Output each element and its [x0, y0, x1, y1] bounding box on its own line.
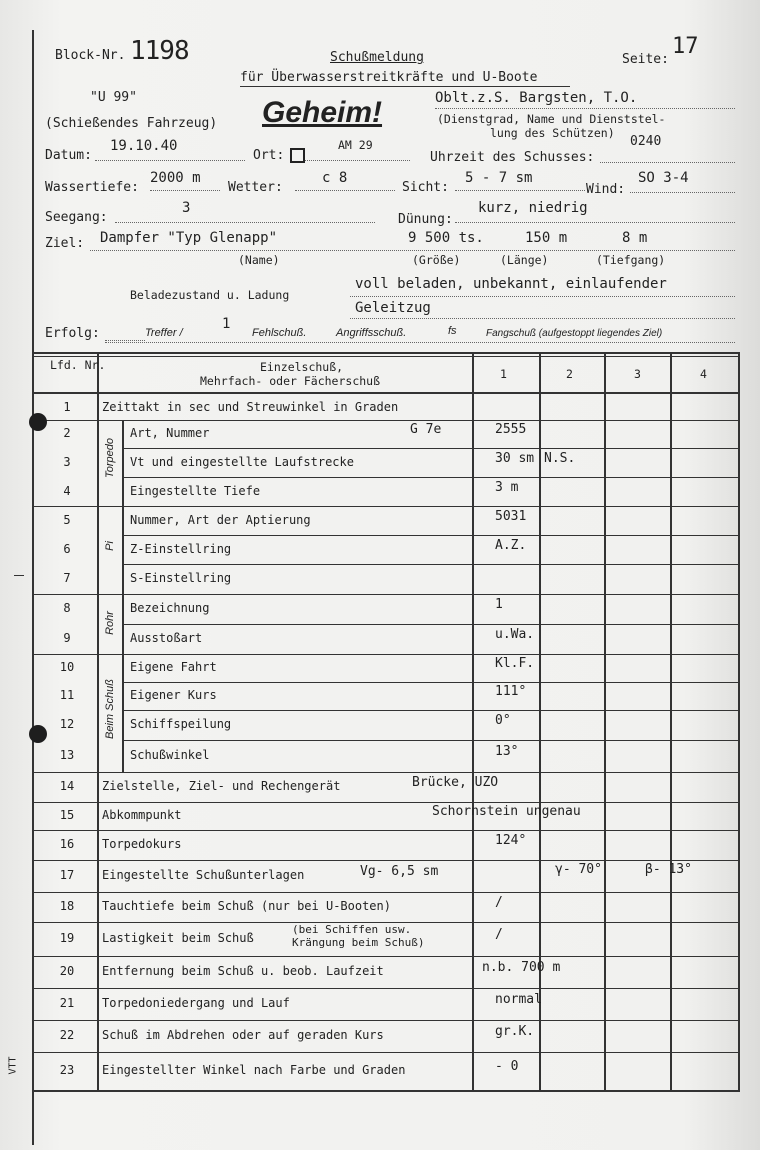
officer-caption-1: (Dienstgrad, Name und Dienststel- [437, 112, 666, 126]
margin-note: VTT [7, 1056, 19, 1075]
cell-shot-1: 2555 [495, 422, 527, 437]
col-shot-4: 4 [700, 367, 707, 381]
ort-label: Ort: [253, 148, 285, 163]
row-number: 14 [59, 779, 75, 793]
row-number: 22 [59, 1028, 75, 1042]
cell-shot-1: 13° [495, 744, 519, 759]
form-subtitle: für Überwasserstreitkräfte und U-Boote [240, 70, 538, 85]
row-label: Eingestellter Winkel nach Farbe und Graden [102, 1063, 406, 1077]
seite-label: Seite: [622, 52, 669, 67]
ziel-tiefgang: 8 m [622, 230, 648, 246]
erfolg-fangschuss: Fangschuß (aufgestoppt liegendes Ziel) [486, 328, 663, 339]
group-rohr: Rohr [104, 611, 116, 635]
row-number: 11 [59, 688, 75, 702]
row-number: 21 [59, 996, 75, 1010]
row-divider [32, 860, 740, 861]
row-entry-extra: Schornstein ungenau [432, 804, 581, 819]
seite-value: 17 [672, 34, 699, 59]
sicht-label: Sicht: [402, 180, 449, 195]
ziel-label: Ziel: [45, 236, 85, 251]
table-bottom-border [32, 1090, 740, 1092]
cell-shot-1: / [495, 895, 503, 910]
row-number: 5 [63, 513, 71, 527]
sicht-value: 5 - 7 sm [465, 170, 533, 186]
row-label: Eingestellte Schußunterlagen [102, 868, 305, 882]
row-number: 17 [59, 868, 75, 882]
ort-checkbox [290, 148, 305, 163]
caption-name: (Name) [238, 253, 280, 267]
geheim-stamp: Geheim! [262, 96, 383, 129]
row-number: 19 [59, 931, 75, 945]
row-label: Entfernung beim Schuß u. beob. Laufzeit [102, 964, 384, 978]
row-label: Ausstoßart [130, 631, 203, 645]
col-shot-3: 3 [634, 367, 641, 381]
erfolg-label: Erfolg: [45, 326, 100, 341]
punch-hole-bottom [29, 725, 47, 743]
row-number: 8 [63, 601, 71, 615]
row-number: 1 [63, 400, 71, 414]
row-divider [122, 448, 740, 449]
row-label: Abkommpunkt [102, 808, 182, 822]
erfolg-treffer: Treffer / [145, 327, 183, 339]
cell-shot-1: / [495, 927, 503, 942]
uhrzeit-value: 0240 [630, 134, 662, 149]
cell-shot-1: A.Z. [495, 538, 527, 553]
block-nr-label: Block-Nr. [55, 48, 126, 63]
block-nr-value: 1198 [130, 36, 189, 66]
row-label-note-2: Krängung beim Schuß) [292, 936, 425, 949]
row-label-note-1: (bei Schiffen usw. [292, 923, 412, 936]
row-number: 7 [63, 571, 71, 585]
form-title: Schußmeldung [330, 50, 424, 65]
row-entry-extra: Brücke, UZO [412, 775, 499, 790]
row-label: Art, Nummer [130, 426, 210, 440]
row-label: Vt und eingestellte Laufstrecke [130, 455, 354, 469]
caption-tiefgang: (Tiefgang) [596, 253, 666, 267]
wassertiefe-label: Wassertiefe: [45, 180, 139, 195]
cell-shot-1: 3 m [495, 480, 519, 495]
duenung-label: Dünung: [398, 212, 453, 227]
row-label: Schußwinkel [130, 748, 210, 762]
cell-shot-1: 5031 [495, 509, 527, 524]
row-label: Torpedoniedergang und Lauf [102, 996, 290, 1010]
group-beim-schuss: Beim Schuß [104, 679, 116, 739]
ort-value: AM 29 [338, 138, 373, 152]
cell-shot-1: 30 sm [495, 451, 535, 466]
row-divider [32, 988, 740, 989]
row-number: 9 [63, 631, 71, 645]
row-number: 6 [63, 542, 71, 556]
ziel-name: Dampfer "Typ Glenapp" [100, 230, 278, 246]
row-divider [32, 772, 740, 773]
cell-shot-1: Kl.F. [495, 656, 535, 671]
seegang-value: 3 [182, 200, 191, 216]
row-divider [32, 802, 740, 803]
datum-value: 19.10.40 [110, 138, 178, 154]
beladezustand-value: voll beladen, unbekannt, einlaufender [355, 276, 667, 292]
row-label: Schiffspeilung [130, 717, 232, 731]
row-label: Zeittakt in sec und Streuwinkel in Graden [102, 400, 399, 414]
row-divider [32, 830, 740, 831]
row-divider [32, 892, 740, 893]
cell-shot-1: 124° [495, 833, 527, 848]
row-label: Nummer, Art der Aptierung [130, 513, 311, 527]
row-number: 16 [59, 837, 75, 851]
row-label: Eigene Fahrt [130, 660, 217, 674]
caption-laenge: (Länge) [500, 253, 549, 267]
left-margin-line [32, 30, 34, 1145]
caption-groesse: (Größe) [412, 253, 461, 267]
row-label: Lastigkeit beim Schuß [102, 931, 254, 945]
boat-caption: (Schießendes Fahrzeug) [45, 116, 218, 131]
row-entry-extra-3: β- 13° [645, 862, 692, 877]
col-lfd-header: Lfd. Nr. [50, 358, 106, 372]
group-pi: Pi [104, 541, 116, 551]
row-label: Bezeichnung [130, 601, 210, 615]
row-divider [122, 535, 740, 536]
duenung-value: kurz, niedrig [478, 200, 588, 216]
row-number: 13 [59, 748, 75, 762]
col-desc-header-1: Einzelschuß, [260, 360, 344, 374]
cell-shot-1: normal [495, 992, 542, 1007]
boat-name: "U 99" [90, 90, 137, 105]
row-divider [122, 710, 740, 711]
wind-value: SO 3-4 [638, 170, 689, 186]
row-label: Z-Einstellring [130, 542, 232, 556]
row-number: 12 [59, 717, 75, 731]
uhrzeit-label: Uhrzeit des Schusses: [430, 150, 595, 165]
row-divider [122, 624, 740, 625]
wetter-value: c 8 [322, 170, 348, 186]
row-entry-extra: G 7e [410, 422, 442, 437]
cell-shot-1: 111° [495, 684, 527, 699]
beladezustand-label: Beladezustand u. Ladung [130, 288, 290, 302]
officer-name: Oblt.z.S. Bargsten, T.O. [435, 90, 638, 106]
cell-shot-1: u.Wa. [495, 627, 535, 642]
wassertiefe-value: 2000 m [150, 170, 201, 186]
row-label: Eingestellte Tiefe [130, 484, 261, 498]
row-label: Zielstelle, Ziel- und Rechengerät [102, 779, 341, 793]
ziel-groesse: 9 500 ts. [408, 230, 484, 246]
erfolg-treffer-value: 1 [222, 316, 231, 332]
row-divider [122, 564, 740, 565]
row-divider [32, 956, 740, 957]
row-divider [32, 1020, 740, 1021]
row-entry-extra-2: γ- 70° [555, 862, 602, 877]
row-label: S-Einstellring [130, 571, 232, 585]
col-desc-header-2: Mehrfach- oder Fächerschuß [200, 374, 381, 388]
cell-shot-1: 1 [495, 597, 503, 612]
cell-shot-1: - 0 [495, 1059, 519, 1074]
erfolg-fehlschuss: Fehlschuß. [252, 327, 307, 339]
row-number: 23 [59, 1063, 75, 1077]
row-divider [122, 477, 740, 478]
col-shot-1: 1 [500, 367, 507, 381]
row-entry-extra: Vg- 6,5 sm [360, 864, 439, 879]
row-divider [32, 654, 740, 655]
row-number: 4 [63, 484, 71, 498]
erfolg-angriff-value: fs [448, 325, 457, 337]
row-divider [32, 506, 740, 507]
subtitle-underline [240, 86, 570, 87]
geleitzug: Geleitzug [355, 300, 431, 316]
erfolg-angriffsschuss: Angriffsschuß. [336, 327, 407, 339]
row-label: Tauchtiefe beim Schuß (nur bei U-Booten) [102, 899, 391, 913]
punch-hole-top [29, 413, 47, 431]
wetter-label: Wetter: [228, 180, 283, 195]
row-label: Torpedokurs [102, 837, 182, 851]
row-number: 3 [63, 455, 71, 469]
cell-shot-2: N.S. [544, 451, 576, 466]
row-number: 10 [59, 660, 75, 674]
row-number: 20 [59, 964, 75, 978]
row-divider [32, 420, 740, 421]
wind-label: Wind: [586, 182, 626, 197]
row-divider [32, 1052, 740, 1053]
group-torpedo: Torpedo [104, 438, 116, 478]
row-label: Schuß im Abdrehen oder auf geraden Kurs [102, 1028, 384, 1042]
row-number: 2 [63, 426, 71, 440]
officer-caption-2: lung des Schützen) [490, 126, 615, 140]
cell-shot-1: gr.K. [495, 1024, 535, 1039]
row-label: Eigener Kurs [130, 688, 217, 702]
col-shot-2: 2 [566, 367, 573, 381]
row-divider [122, 682, 740, 683]
datum-label: Datum: [45, 148, 92, 163]
row-divider [122, 740, 740, 741]
row-number: 18 [59, 899, 75, 913]
row-divider [32, 594, 740, 595]
ziel-laenge: 150 m [525, 230, 568, 246]
row-number: 15 [59, 808, 75, 822]
seegang-label: Seegang: [45, 210, 108, 225]
cell-shot-1: n.b. 700 m [482, 960, 561, 975]
cell-shot-1: 0° [495, 713, 511, 728]
